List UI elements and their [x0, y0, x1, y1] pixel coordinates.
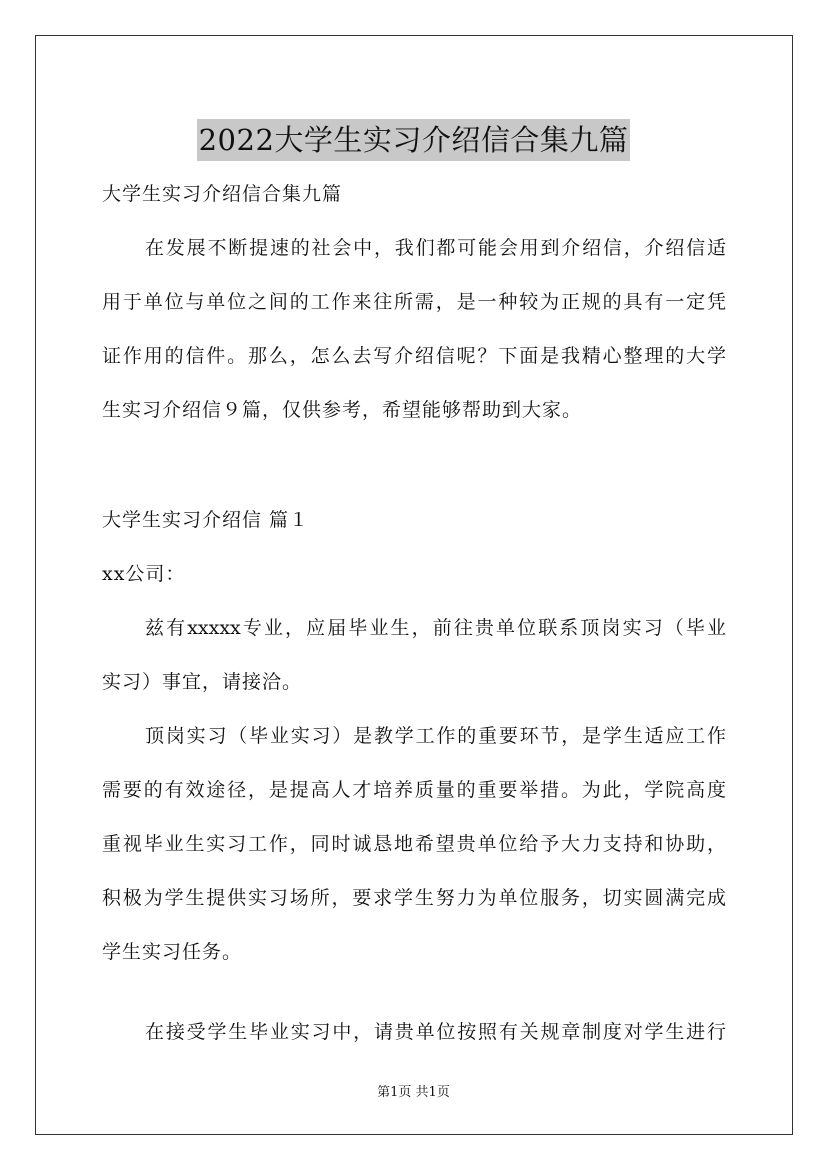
intro-line: 在发展不断提速的社会中，我们都可能会用到介绍信，介绍信适 [145, 237, 726, 259]
paragraph-line: 学生实习任务。 [102, 941, 243, 963]
salutation: xx公司： [102, 563, 186, 585]
section-heading: 大学生实习介绍信 篇１ [102, 509, 310, 531]
paragraph-line: 在接受学生毕业实习中，请贵单位按照有关规章制度对学生进行 [145, 1021, 726, 1043]
paragraph-line: 顶岗实习（毕业实习）是教学工作的重要环节，是学生适应工作 [145, 725, 726, 747]
paragraph-line: 兹有xxxxx专业，应届毕业生，前往贵单位联系顶岗实习（毕业 [145, 617, 726, 639]
paragraph-line: 需要的有效途径，是提高人才培养质量的重要举措。为此，学院高度 [102, 779, 726, 801]
paragraph-line: 积极为学生提供实习场所，要求学生努力为单位服务，切实圆满完成 [102, 887, 726, 909]
intro-line: 生实习介绍信９篇，仅供参考，希望能够帮助到大家。 [102, 399, 583, 421]
intro-line: 用于单位与单位之间的工作来往所需，是一种较为正规的具有一定凭 [102, 291, 726, 313]
document-subtitle: 大学生实习介绍信合集九篇 [102, 183, 343, 205]
paragraph-line: 实习）事宜，请接洽。 [102, 671, 303, 693]
page-footer: 第1页 共1页 [377, 1085, 450, 1100]
document-title: 2022大学生实习介绍信合集九篇 [197, 119, 631, 161]
intro-line: 证作用的信件。那么，怎么去写介绍信呢？下面是我精心整理的大学 [102, 345, 726, 367]
title-wrap [0, 100, 827, 181]
paragraph-line: 重视毕业生实习工作，同时诚恳地希望贵单位给予大力支持和协助， [102, 833, 726, 855]
